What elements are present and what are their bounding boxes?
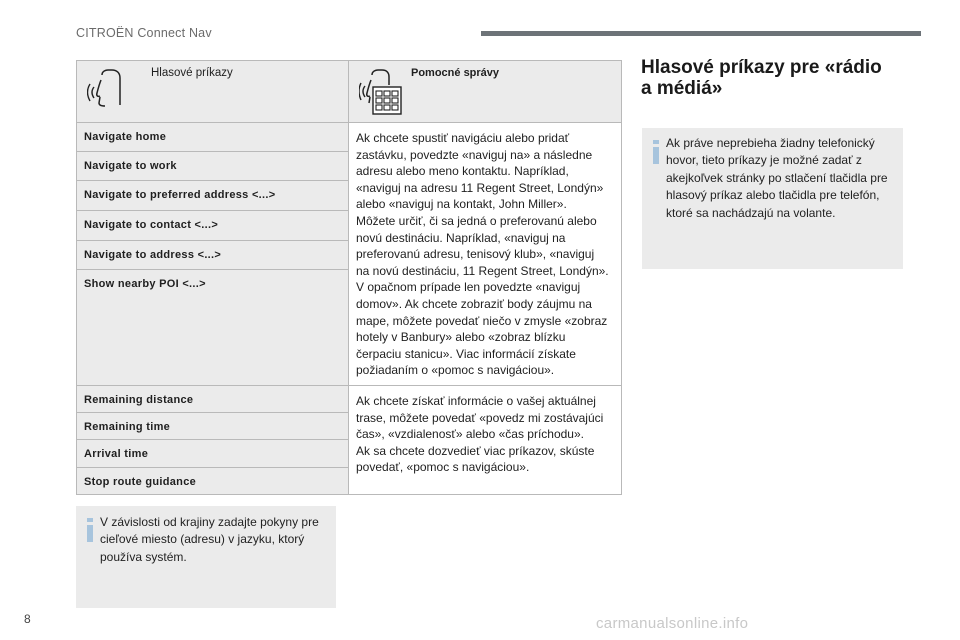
help-line: hotely v Banbury» alebo «zobraz blízku (356, 330, 566, 345)
watermark: carmanualsonline.info (596, 615, 749, 632)
language-note-box (76, 506, 336, 608)
page-number: 8 (24, 612, 31, 626)
voice-commands-table (76, 60, 622, 495)
table-header-voice-commands (77, 61, 349, 123)
head-label-voice-commands: Hlasové príkazy (151, 67, 233, 79)
command-remaining-time: Remaining time (77, 412, 349, 439)
voice-command-icon (87, 69, 123, 116)
help-line: Ak sa chcete dozvedieť viac príkazov, skúste (356, 443, 595, 458)
help-line: čas», «vzdialenosť» alebo «čas príchodu». (356, 427, 584, 442)
info-icon (653, 140, 660, 169)
page-header-title: CITROËN Connect Nav (76, 26, 212, 40)
help-line: V opačnom prípade len povedzte «naviguj (356, 280, 581, 295)
help-line: čerpaciu stanicu». Viac informácií získate (356, 346, 576, 361)
note-line: akejkoľvek stránky po stlačení tlačidla pre (666, 170, 888, 185)
command-navigate-address: Navigate to address <...> (77, 240, 349, 270)
header-bar (481, 31, 921, 36)
note-line: Ak práve neprebieha žiadny telefonický (666, 136, 875, 150)
help-line: Môžete určiť, či sa jedná o preferovanú alebo (356, 213, 597, 228)
command-show-nearby-poi: Show nearby POI <...> (77, 270, 349, 385)
command-navigate-work: Navigate to work (77, 151, 349, 180)
note-line: cieľové miesto (adresu) v jazyku, ktorý (100, 532, 305, 547)
title-line: a médiá» (641, 78, 723, 99)
help-line: novú destináciu. Napríklad, «naviguj na (356, 230, 566, 245)
help-line: domov». Ak chcete zobraziť body záujmu na (356, 296, 592, 311)
help-line: na novú destináciu, 11 Regent Street, Londýn». (356, 263, 609, 278)
route-help-text (349, 385, 622, 494)
navigation-help-text (349, 123, 622, 386)
help-line: alebo «naviguj na kontakt, John Miller». (356, 197, 567, 212)
section-title (641, 57, 911, 99)
command-navigate-home: Navigate home (77, 123, 349, 152)
help-line: Ak chcete spustiť navigáciu alebo pridať (356, 131, 570, 145)
help-line: adresu alebo meno kontaktu. Napríklad, (356, 164, 569, 179)
head-label-help-messages: Pomocné správy (411, 67, 500, 79)
help-line: preferovanú adresu, tenisový klub», «naviguj (356, 247, 595, 262)
title-line: Hlasové príkazy pre «rádio (641, 57, 882, 78)
note-line: ktoré sa nachádzajú na volante. (666, 205, 836, 220)
help-line: zastávku, povedzte «naviguj na» a následne (356, 147, 593, 162)
radio-media-note-box (642, 128, 903, 269)
note-line: V závislosti od krajiny zadajte pokyny pre (100, 515, 319, 529)
language-note-text (100, 514, 330, 566)
command-remaining-distance: Remaining distance (77, 385, 349, 412)
command-stop-route-guidance: Stop route guidance (77, 467, 349, 494)
command-navigate-contact: Navigate to contact <...> (77, 210, 349, 240)
command-arrival-time: Arrival time (77, 439, 349, 467)
info-icon (87, 518, 94, 547)
help-line: mape, môžete povedať niečo v zmysle «zobraz (356, 313, 608, 328)
table-header-help-messages (349, 61, 622, 123)
help-line: «naviguj na adresu 11 Regent Street, Londýn» (356, 180, 604, 195)
note-line: hlasový príkaz alebo tlačidla pre telefón, (666, 188, 880, 203)
note-line: hovor, tieto príkazy je možné zadať z (666, 153, 862, 168)
radio-media-note-text (666, 135, 900, 222)
help-line: požiadaním o «pomoc s navigáciou». (356, 363, 555, 378)
help-line: Ak chcete získať informácie o vašej aktuálnej (356, 393, 596, 408)
voice-help-keypad-icon (359, 69, 403, 118)
help-line: trase, môžete povedať «povedz mi zostávajúci (356, 410, 604, 425)
note-line: používa systém. (100, 549, 187, 564)
help-line: povedať, «pomoc s navigáciou». (356, 460, 530, 475)
command-navigate-preferred-address: Navigate to preferred address <...> (77, 180, 349, 210)
